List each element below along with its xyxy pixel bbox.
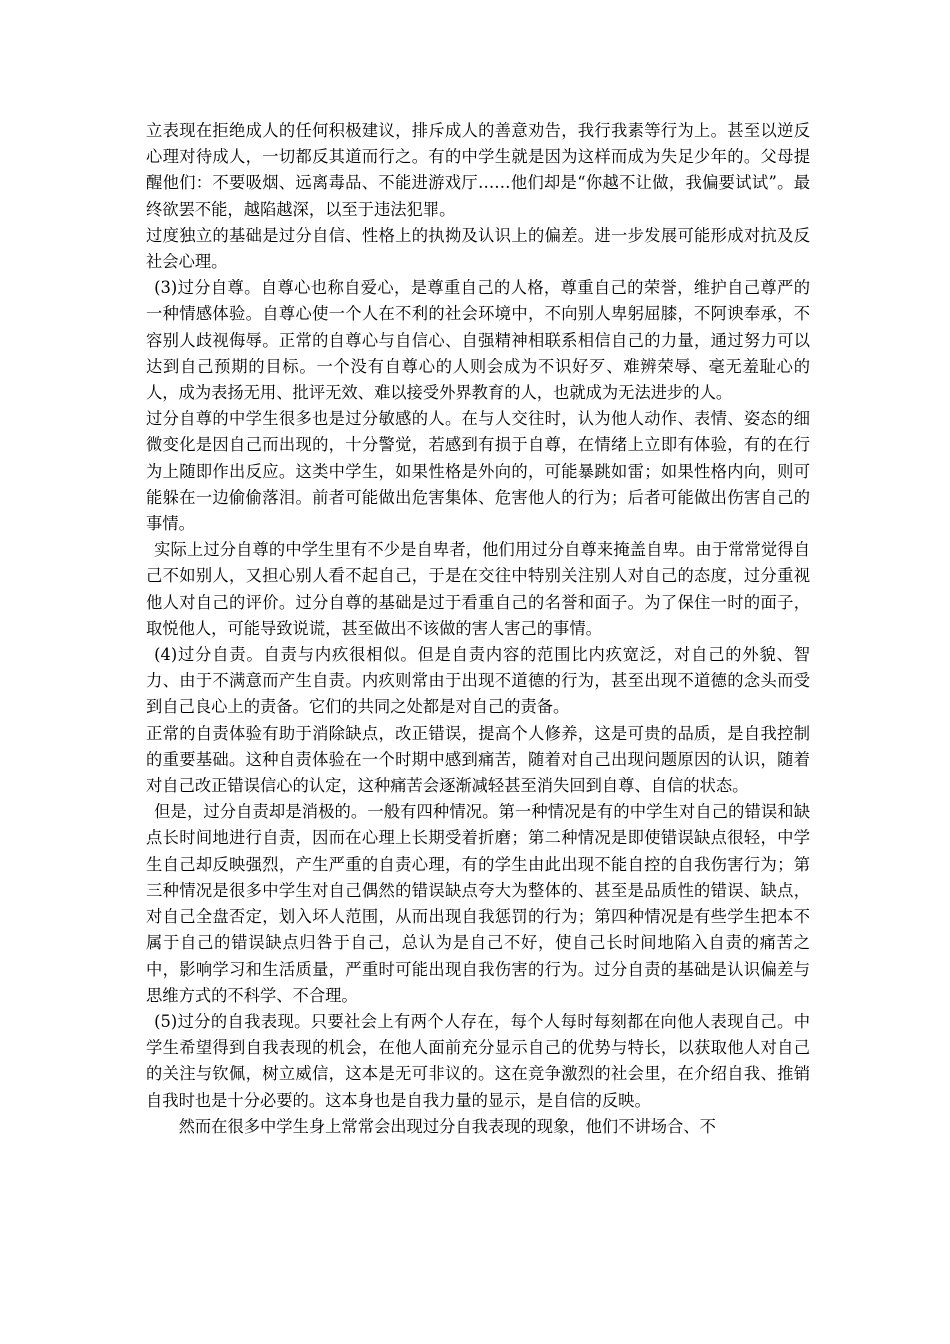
paragraph-self-esteem-sensitivity: 过分自尊的中学生很多也是过分敏感的人。在与人交往时，认为他人动作、表情、姿态的细微变化是因自己而出现的，十分警觉，若感到有损于自尊，在情绪上立即有体验，有的在行为上随即作出反应。这类中学生，如果性格是外向的，可能暴跳如雷；如果性格内向，则可能躲在一边偷偷落泪。前者可能做出危害集体、危害他人的行为；后者可能做出伤害自己的事情。: [146, 409, 810, 534]
paragraph-excessive-self-esteem: (3)过分自尊。自尊心也称自爱心，是尊重自己的人格，尊重自己的荣誉，维护自己尊严的一种情感体验。自尊心使一个人在不利的社会环境中，不向别人卑躬屈膝，不阿谀奉承，不容别人歧视侮辱。正常的自尊心与自信心、自强精神相联系相信自己的力量，通过努力可以达到自己预期的目标。一个没有自尊心的人则会成为不识好歹、难辨荣辱、毫无羞耻心的人，成为表扬无用、批评无效、难以接受外界教育的人，也就成为无法进步的人。: [146, 278, 810, 403]
document-page: [146, 118, 810, 1140]
paragraph-self-expression: (5)过分的自我表现。只要社会上有两个人存在，每个人每时每刻都在向他人表现自己。中学生希望得到自我表现的机会，在他人面前充分显示自己的优势与特长，以获取他人对自己的关注与钦佩，树立威信，这本是无可非议的。这在竞争激烈的社会里，在介绍自我、推销自我时也是十分必要的。这本身也是自我力量的显示，是自信的反映。: [146, 1011, 810, 1110]
paragraph-four-cases: 但是，过分自责却是消极的。一般有四种情况。第一种情况是有的中学生对自己的错误和缺点长时间地进行自责，因而在心理上长期受着折磨；第二种情况是即使错误缺点很轻，中学生自己却反映强烈，产生严重的自责心理，有的学生由此出现不能自控的自我伤害行为；第三种情况是很多中学生对自己偶然的错误缺点夸大为整体的、甚至是品质性的错误、缺点，对自己全盘否定，划入坏人范围，从而出现自我惩罚的行为；第四种情况是有些学生把本不属于自己的错误缺点归咎于自己，总认为是自己不好，使自己长时间地陷入自责的痛苦之中，影响学习和生活质量，严重时可能出现自我伤害的行为。过分自责的基础是认识偏差与思维方式的不科学、不合理。: [146, 802, 810, 1005]
paragraph-self-esteem-inferiority: 实际上过分自尊的中学生里有不少是自卑者，他们用过分自尊来掩盖自卑。由于常常觉得自己不如别人，又担心别人看不起自己，于是在交往中特别关注别人对自己的态度，过分重视他人对自己的评价。过分自尊的基础是过于看重自己的名誉和面子。为了保住一时的面子，取悦他人，可能导致说谎，甚至做出不该做的害人害己的事情。: [146, 540, 810, 638]
paragraph-rebellion-continued: 立表现在拒绝成人的任何积极建议，排斥成人的善意劝告，我行我素等行为上。甚至以逆反心理对待成人，一切都反其道而行之。有的中学生就是因为这样而成为失足少年的。父母提醒他们：不要吸烟、远离毒品、不能进游戏厅……他们却是“你越不让做，我偏要试试”。最终欲罢不能，越陷越深，以至于违法犯罪。: [146, 121, 810, 219]
paragraph-normal-self-blame: 正常的自责体验有助于消除缺点，改正错误，提高个人修养，这是可贵的品质，是自我控制的重要基础。这种自责体验在一个时期中感到痛苦，随着对自己出现问题原因的认识，随着对自己改正错误信心的认定，这种痛苦会逐渐减轻甚至消失回到自尊、自信的状态。: [146, 723, 810, 796]
paragraph-over-independence-basis: 过度独立的基础是过分自信、性格上的执拗及认识上的偏差。进一步发展可能形成对抗及反社会心理。: [146, 225, 810, 272]
paragraph-excessive-self-expression: 然而在很多中学生身上常常会出现过分自我表现的现象，他们不讲场合、不: [178, 1116, 716, 1136]
paragraph-excessive-self-blame: (4)过分自责。自责与内疚很相似。但是自责内容的范围比内疚宽泛，对自己的外貌、智力、由于不满意而产生自责。内疚则常由于出现不道德的行为，甚至出现不道德的念头而受到自己良心上的责备。它们的共同之处都是对自己的责备。: [146, 645, 810, 717]
